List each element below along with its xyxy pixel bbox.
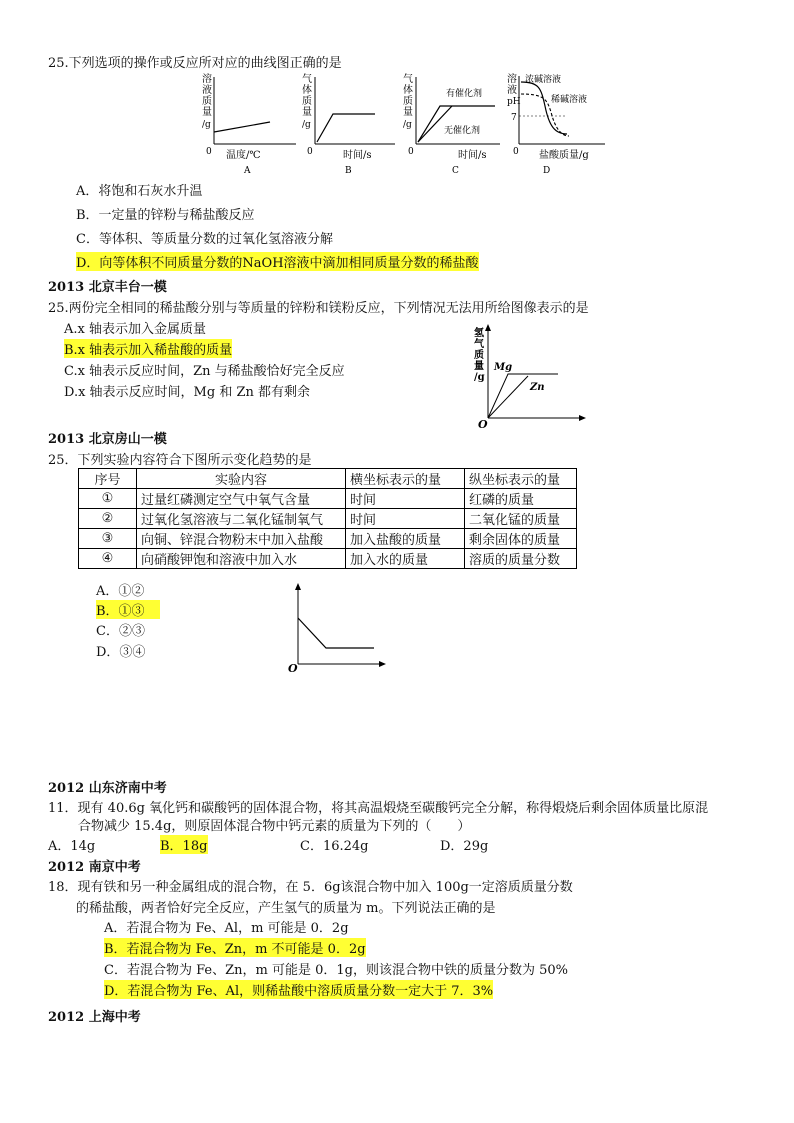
svg-text:溶: 溶 [507, 74, 517, 85]
table-cell: ② [79, 509, 137, 529]
table-cell: 过量红磷测定空气中氧气含量 [137, 489, 346, 509]
table-cell: 溶质的质量分数 [465, 549, 577, 569]
table-header-cell: 纵坐标表示的量 [465, 469, 577, 489]
table-header-cell: 横坐标表示的量 [346, 469, 465, 489]
q18-option-b: B．若混合物为 Fe、Zn，m 不可能是 0．2g [104, 938, 366, 957]
q25c-option-b: B．①③ [96, 600, 160, 619]
svg-text:O: O [288, 662, 298, 675]
q25b-option-d: D.x 轴表示反应时间，Mg 和 Zn 都有剩余 [64, 385, 310, 400]
svg-text:0: 0 [307, 147, 313, 157]
graph-d [505, 70, 615, 177]
svg-text:气: 气 [403, 74, 413, 85]
svg-text:气: 气 [302, 74, 312, 85]
svg-text:溶: 溶 [202, 74, 212, 85]
table-cell: 剩余固体的质量 [465, 529, 577, 549]
table-row [79, 489, 577, 509]
table-cell: 二氧化锰的质量 [465, 509, 577, 529]
question-25a: 25.下列选项的操作或反应所对应的曲线图正确的是 [48, 56, 342, 71]
table-cell: 时间 [346, 509, 465, 529]
svg-text:体: 体 [403, 85, 413, 96]
table-row [79, 509, 577, 529]
svg-text:稀碱溶液: 稀碱溶液 [551, 95, 588, 105]
graph-mg-zn [470, 322, 590, 432]
graph-a-curve [214, 122, 270, 132]
svg-text:浓碱溶液: 浓碱溶液 [525, 75, 562, 85]
svg-text:液: 液 [202, 85, 212, 96]
q18-option-a: A．若混合物为 Fe、Al，m 可能是 0．2g [104, 921, 349, 936]
section-heading-shanghai: 2012 上海中考 [48, 1010, 141, 1025]
section-heading-fengtai: 2013 北京丰台一模 [48, 280, 167, 295]
svg-text:pH: pH [507, 97, 521, 107]
svg-text:0: 0 [408, 147, 414, 157]
q18-option-d: D．若混合物为 Fe、Al，则稀盐酸中溶质质量分数一定大于 7．3% [104, 980, 493, 999]
table-row [79, 529, 577, 549]
svg-text:C: C [452, 166, 459, 176]
q11-option-c: C．16.24g [300, 839, 369, 854]
svg-text:/g: /g [474, 372, 485, 383]
svg-text:D: D [543, 166, 551, 176]
question-25b: 25.两份完全相同的稀盐酸分别与等质量的锌粉和镁粉反应，下列情况无法用所给图像表示的是 [48, 301, 589, 316]
svg-text:/g: /g [403, 120, 412, 130]
svg-text:B: B [345, 166, 352, 176]
svg-text:质: 质 [403, 96, 413, 107]
svg-text:无催化剂: 无催化剂 [444, 126, 481, 136]
graph-b-curve [317, 114, 375, 142]
table-cell: ③ [79, 529, 137, 549]
svg-text:质: 质 [474, 350, 484, 361]
svg-text:盐酸质量/g: 盐酸质量/g [539, 150, 589, 161]
q25a-option-d: D．向等体积不同质量分数的NaOH溶液中滴加相同质量分数的稀盐酸 [76, 252, 479, 271]
question-11-line2: 合物减少 15.4g，则原固体混合物中钙元素的质量为下列的（ ） [78, 819, 471, 834]
svg-text:0: 0 [513, 147, 519, 157]
table-row [79, 549, 577, 569]
svg-text:量: 量 [403, 107, 413, 118]
svg-text:时间/s: 时间/s [458, 150, 487, 161]
table-header-cell: 序号 [79, 469, 137, 489]
question-25c: 25．下列实验内容符合下图所示变化趋势的是 [48, 453, 312, 468]
svg-text:量: 量 [474, 361, 484, 372]
graph-c-curve-catalyst [418, 106, 495, 142]
table-cell: 向铜、锌混合物粉末中加入盐酸 [137, 529, 346, 549]
graph-a-ylabel [202, 72, 212, 130]
experiment-table [78, 468, 577, 569]
q25c-option-c: C．②③ [96, 624, 145, 639]
table-cell: 加入盐酸的质量 [346, 529, 465, 549]
question-18-line2: 的稀盐酸，两者恰好完全反应，产生氢气的质量为 m。下列说法正确的是 [76, 901, 496, 916]
svg-text:量: 量 [202, 107, 212, 118]
svg-text:/g: /g [202, 120, 211, 130]
graph-b [295, 72, 405, 177]
table-cell: 红磷的质量 [465, 489, 577, 509]
svg-text:体: 体 [302, 85, 312, 96]
svg-text:质: 质 [302, 96, 312, 107]
table-cell: 向硝酸钾饱和溶液中加入水 [137, 549, 346, 569]
svg-text:Zn: Zn [530, 382, 545, 393]
svg-text:温度/℃: 温度/℃ [226, 150, 261, 161]
svg-text:质: 质 [202, 96, 212, 107]
question-11-line1: 11．现有 40.6g 氧化钙和碳酸钙的固体混合物，将其高温煅烧至碳酸钙完全分解，称得煅烧后剩余固体质量比原混 [48, 801, 709, 816]
svg-text:A: A [244, 166, 251, 176]
q25c-option-a: A．①② [96, 584, 145, 599]
svg-text:0: 0 [206, 147, 212, 157]
svg-text:/g: /g [302, 120, 311, 130]
graph-trend-curve [298, 618, 374, 648]
q25b-option-a: A.x 轴表示加入金属质量 [64, 322, 206, 337]
section-heading-fangshan: 2013 北京房山一模 [48, 432, 167, 447]
svg-text:液: 液 [507, 85, 517, 96]
graph-d-curve-conc [521, 82, 567, 134]
svg-text:有催化剂: 有催化剂 [446, 89, 483, 99]
table-cell: ① [79, 489, 137, 509]
q18-option-c: C．若混合物为 Fe、Zn，m 可能是 0．1g，则该混合物中铁的质量分数为 50% [104, 963, 568, 978]
q11-option-d: D．29g [440, 839, 489, 854]
svg-text:O: O [478, 418, 488, 431]
q25a-option-b: B．一定量的锌粉与稀盐酸反应 [76, 208, 255, 223]
graph-trend [282, 580, 392, 676]
q25a-option-a: A．将饱和石灰水升温 [76, 184, 203, 199]
section-heading-nanjing: 2012 南京中考 [48, 860, 141, 875]
svg-text:Mg: Mg [494, 362, 513, 373]
svg-text:时间/s: 时间/s [343, 150, 372, 161]
q25a-option-c: C．等体积、等质量分数的过氧化氢溶液分解 [76, 232, 333, 247]
table-cell: ④ [79, 549, 137, 569]
q11-option-a: A．14g [48, 839, 96, 854]
q11-option-b: B．18g [160, 835, 208, 854]
svg-text:7: 7 [511, 113, 517, 123]
section-heading-jinan: 2012 山东济南中考 [48, 781, 167, 796]
table-cell: 时间 [346, 489, 465, 509]
q25b-option-b: B.x 轴表示加入稀盐酸的质量 [64, 339, 232, 358]
graph-c [400, 70, 510, 177]
table-header-cell: 实验内容 [137, 469, 346, 489]
svg-text:气: 气 [474, 339, 484, 350]
q25b-option-c: C.x 轴表示反应时间，Zn 与稀盐酸恰好完全反应 [64, 364, 345, 379]
question-18-line1: 18．现有铁和另一种金属组成的混合物，在 5．6g该混合物中加入 100g一定溶质质量分数 [48, 880, 573, 895]
q25c-option-d: D．③④ [96, 645, 146, 660]
svg-text:氢: 氢 [474, 328, 484, 339]
graph-zn-line [488, 376, 528, 418]
table-cell: 加入水的质量 [346, 549, 465, 569]
table-header-row [79, 469, 577, 489]
graph-c-curve-nocatalyst [418, 106, 452, 142]
graph-a [190, 72, 300, 177]
table-cell: 过氧化氢溶液与二氧化锰制氧气 [137, 509, 346, 529]
svg-text:量: 量 [302, 107, 312, 118]
